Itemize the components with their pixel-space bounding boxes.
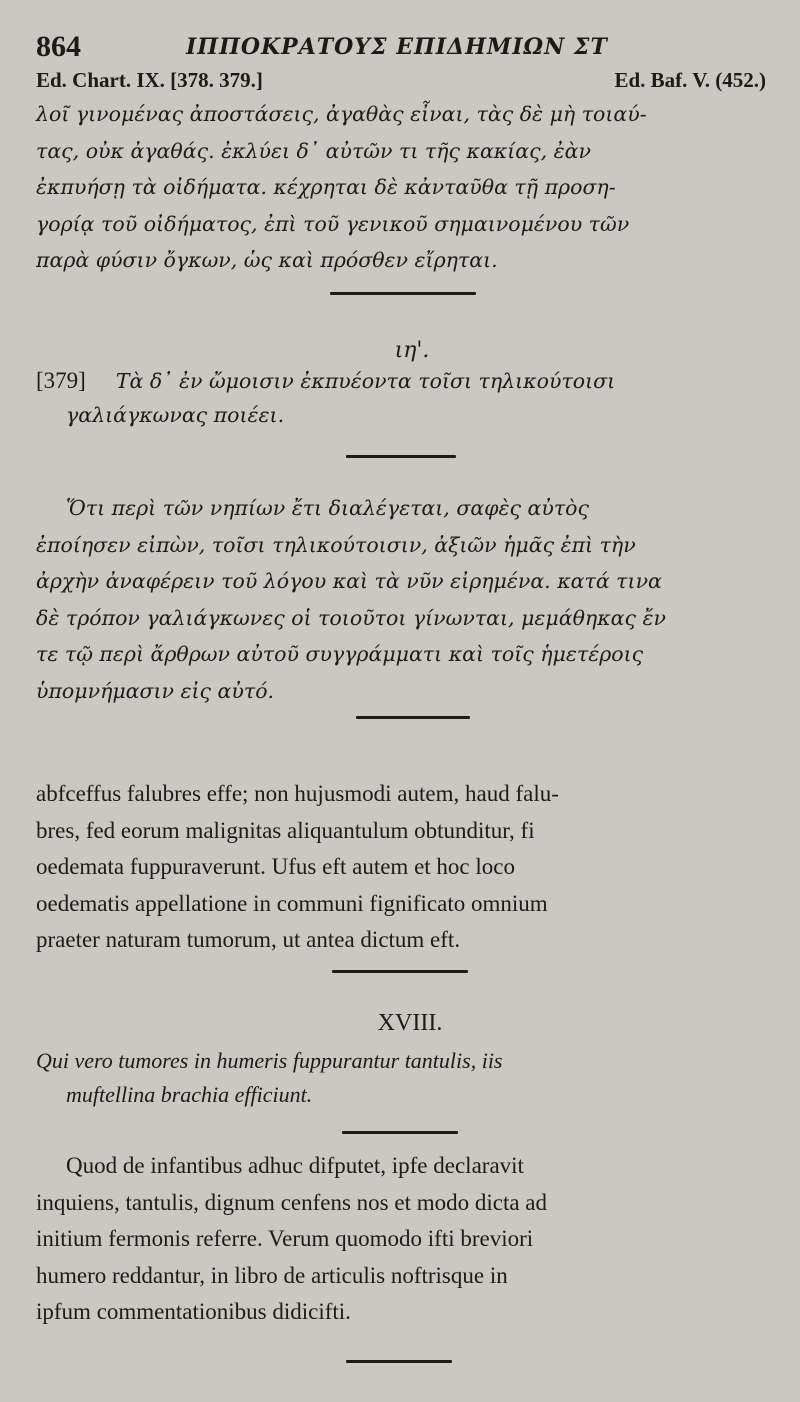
text-line: γορίᾳ τοῦ οἰδήματος, ἐπὶ τοῦ γενικοῦ σημαινομένου τῶν (36, 211, 630, 236)
latin-commentary (36, 1148, 763, 1331)
lemma-line: muftellina brachia efficiunt. (66, 1082, 313, 1107)
running-title: ΙΠΠΟΚΡΑΤΟΥΣ ΕΠΙΔΗΜΙΩΝ ΣΤ (186, 34, 608, 60)
lemma-line: γαλιάγκωνας ποιέει. (66, 403, 285, 427)
text-line: τε τῷ περὶ ἄρθρων αὐτοῦ συγγράμματι καὶ τοῖς ἡμετέροις (36, 642, 644, 666)
text-line: humero reddantur, in libro de articulis noftrisque in (36, 1262, 508, 1288)
text-line: ἀρχὴν ἀναφέρειν τοῦ λόγου καὶ τὰ νῦν εἰρημένα. κατά τινα (36, 569, 662, 593)
section-divider (342, 1131, 458, 1134)
latin-commentary-continued (36, 776, 763, 959)
latin-lemma (36, 1044, 763, 1112)
text-line: abfceffus falubres effe; non hujusmodi autem, haud falu- (36, 781, 559, 806)
section-divider (356, 716, 470, 719)
text-line: τας, οὐκ ἀγαθάς. ἐκλύει δ᾽ αὐτῶν τι τῆς κακίας, ἐὰν (36, 138, 591, 163)
section-divider (346, 455, 456, 458)
page-number: 864 (36, 30, 81, 63)
text-line: ἐποίησεν εἰπὼν, τοῖσι τηλικούτοισιν, ἀξιῶν ἡμᾶς ἐπὶ τὴν (36, 532, 636, 557)
edition-chartier: Ed. Chart. IX. [378. 379.] (36, 68, 263, 92)
text-line: oedemata fuppuraverunt. Ufus eft autem et hoc loco (36, 854, 515, 879)
section-divider (346, 1360, 452, 1363)
lemma-reference: [379] (36, 368, 86, 393)
edition-basel: Ed. Baf. V. (452.) (614, 68, 766, 92)
page-header (36, 30, 766, 66)
text-line: ὑπομνήμασιν εἰς αὐτό. (36, 678, 275, 703)
latin-section-number: XVIII. (377, 1010, 443, 1036)
text-line: Ὅτι περὶ τῶν νηπίων ἔτι διαλέγεται, σαφὲς αὐτὸς (66, 496, 590, 520)
text-line: παρὰ φύσιν ὄγκων, ὡς καὶ πρόσθεν εἴρηται. (36, 248, 498, 272)
edition-references (36, 68, 766, 98)
text-line: inquiens, tantulis, dignum cenfens nos et modo dicta ad (36, 1189, 548, 1215)
section-divider (332, 970, 468, 973)
lemma-text: Τὰ δ᾽ ἐν ὤμοισιν ἐκπυέοντα τοῖσι τηλικούτοισι (115, 369, 616, 393)
greek-commentary (36, 490, 763, 709)
text-line: λοῖ γινομένας ἀποστάσεις, ἀγαθὰς εἶναι, τὰς δὲ μὴ τοιαύ- (36, 102, 647, 126)
text-line: δὲ τρόπον γαλιάγκωνες οἱ τοιοῦτοι γίνωνται, μεμάθηκας ἔν (36, 605, 666, 630)
text-line: Quod de infantibus adhuc difputet, ipfe declaravit (66, 1153, 524, 1178)
text-line: praeter naturam tumorum, ut antea dictum eft. (36, 927, 461, 952)
greek-commentary-continued (36, 96, 763, 279)
section-divider (330, 292, 476, 295)
lemma-line (36, 364, 763, 398)
text-line: ἐκπυήσῃ τὰ οἰδήματα. κέχρηται δὲ κἀνταῦθα τῇ προση- (36, 175, 616, 199)
lemma-line: Qui vero tumores in humeris fuppurantur tantulis, iis (36, 1048, 503, 1073)
text-line: initium fermonis referre. Verum quomodo ifti breviori (36, 1226, 534, 1251)
text-line: bres, fed eorum malignitas aliquantulum obtunditur, fi (36, 817, 535, 843)
greek-lemma (36, 364, 763, 432)
text-line: oedematis appellatione in communi fignificato omnium (36, 890, 548, 916)
text-line: ipfum commentationibus didicifti. (36, 1299, 351, 1324)
greek-section-number: ιη'. (394, 338, 430, 363)
